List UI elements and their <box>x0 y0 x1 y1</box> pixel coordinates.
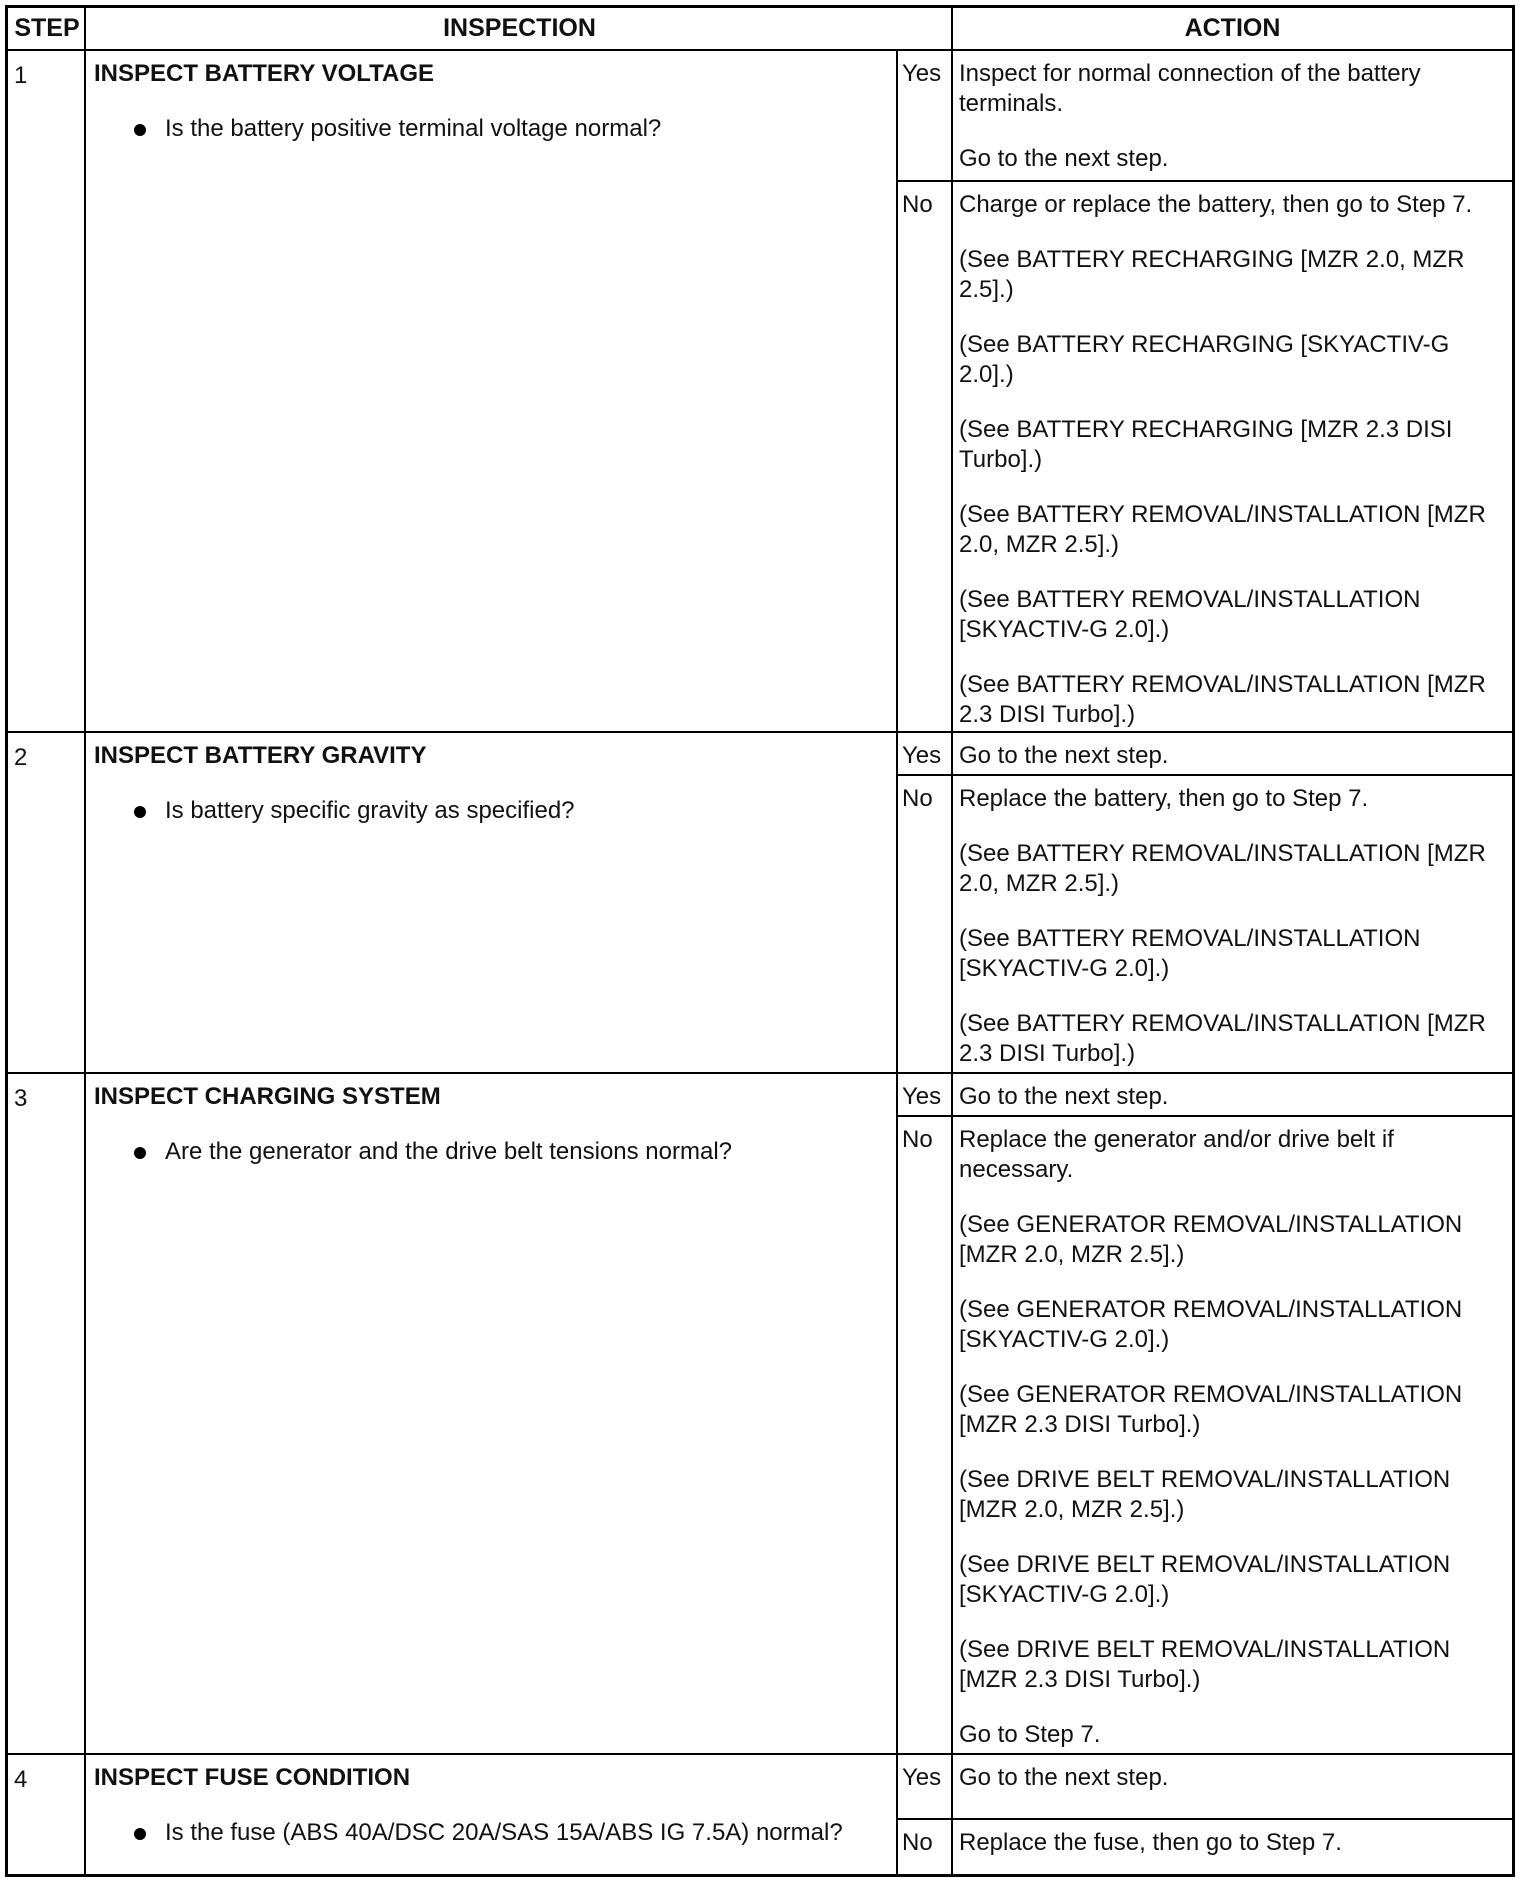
action-line: Inspect for normal connection of the battery terminals. <box>959 60 1421 117</box>
header-step: STEP <box>8 8 86 51</box>
action-line: (See DRIVE BELT REMOVAL/INSTALLATION [SKYACTIV-G 2.0].) <box>959 1551 1451 1608</box>
question-text: Is the fuse (ABS 40A/DSC 20A/SAS 15A/ABS IG 7.5A) normal? <box>165 1819 843 1846</box>
yes-label: Yes <box>902 742 942 769</box>
step-inspection <box>86 51 894 144</box>
no-action <box>953 776 1512 1069</box>
action-line: Go to the next step. <box>959 1764 1169 1791</box>
inspection-title: INSPECT BATTERY VOLTAGE <box>94 60 435 87</box>
inspection-title: INSPECT FUSE CONDITION <box>94 1764 411 1791</box>
step-inspection <box>86 1074 894 1167</box>
action-line: (See DRIVE BELT REMOVAL/INSTALLATION [MZR 2.0, MZR 2.5].) <box>959 1466 1451 1523</box>
action-line: (See BATTERY REMOVAL/INSTALLATION [MZR 2.3 DISI Turbo].) <box>959 671 1486 728</box>
no-action <box>953 182 1512 730</box>
action-line: (See BATTERY RECHARGING [SKYACTIV-G 2.0].) <box>959 331 1450 388</box>
action-line: (See BATTERY REMOVAL/INSTALLATION [MZR 2.0, MZR 2.5].) <box>959 501 1486 558</box>
inspection-question <box>94 114 894 144</box>
question-text: Are the generator and the drive belt tensions normal? <box>165 1138 733 1165</box>
header-inspection: INSPECTION <box>86 8 953 51</box>
action-line: (See BATTERY REMOVAL/INSTALLATION [MZR 2.0, MZR 2.5].) <box>959 840 1486 897</box>
no-action <box>953 1117 1512 1750</box>
action-line: (See BATTERY RECHARGING [MZR 2.3 DISI Turbo].) <box>959 416 1453 473</box>
step-number: 4 <box>14 1766 28 1793</box>
action-line: Go to Step 7. <box>959 1721 1101 1748</box>
bullet-icon <box>134 124 146 136</box>
action-line: (See GENERATOR REMOVAL/INSTALLATION [MZR 2.3 DISI Turbo].) <box>959 1381 1463 1438</box>
inspection-question <box>94 1137 894 1167</box>
action-line: Go to the next step. <box>959 742 1169 769</box>
inspection-question <box>94 1818 894 1848</box>
column-divider <box>896 51 898 1874</box>
no-label: No <box>902 1829 933 1856</box>
step-number: 3 <box>14 1085 28 1112</box>
yes-label: Yes <box>902 1083 942 1110</box>
action-line: (See GENERATOR REMOVAL/INSTALLATION [SKYACTIV-G 2.0].) <box>959 1296 1463 1353</box>
action-line: Replace the battery, then go to Step 7. <box>959 785 1369 812</box>
question-text: Is the battery positive terminal voltage normal? <box>165 115 662 142</box>
step-number: 2 <box>14 744 28 771</box>
action-line: Charge or replace the battery, then go to Step 7. <box>959 191 1473 218</box>
no-label: No <box>902 191 933 218</box>
yes-action <box>953 733 1512 771</box>
troubleshooting-table <box>5 5 1515 1877</box>
header-action: ACTION <box>953 8 1512 51</box>
bullet-icon <box>134 1828 146 1840</box>
bullet-icon <box>134 806 146 818</box>
step-inspection <box>86 1755 894 1848</box>
action-line: Replace the fuse, then go to Step 7. <box>959 1829 1342 1856</box>
action-line: (See DRIVE BELT REMOVAL/INSTALLATION [MZR 2.3 DISI Turbo].) <box>959 1636 1451 1693</box>
action-line: (See BATTERY REMOVAL/INSTALLATION [SKYACTIV-G 2.0].) <box>959 925 1421 982</box>
column-divider <box>84 8 86 1874</box>
action-line: Go to the next step. <box>959 1083 1169 1110</box>
action-line: (See GENERATOR REMOVAL/INSTALLATION [MZR 2.0, MZR 2.5].) <box>959 1211 1463 1268</box>
step-number: 1 <box>14 62 28 89</box>
action-line: (See BATTERY REMOVAL/INSTALLATION [MZR 2.3 DISI Turbo].) <box>959 1010 1486 1067</box>
yes-action <box>953 1755 1512 1793</box>
yes-label: Yes <box>902 60 942 87</box>
action-line: Go to the next step. <box>959 145 1169 172</box>
no-label: No <box>902 1126 933 1153</box>
inspection-title: INSPECT CHARGING SYSTEM <box>94 1083 441 1110</box>
step-inspection <box>86 733 894 826</box>
action-line: (See BATTERY REMOVAL/INSTALLATION [SKYACTIV-G 2.0].) <box>959 586 1421 643</box>
action-line: (See BATTERY RECHARGING [MZR 2.0, MZR 2.5].) <box>959 246 1465 303</box>
no-action <box>953 1820 1512 1858</box>
yes-action <box>953 1074 1512 1112</box>
bullet-icon <box>134 1147 146 1159</box>
no-label: No <box>902 785 933 812</box>
action-line: Replace the generator and/or drive belt if necessary. <box>959 1126 1394 1183</box>
question-text: Is battery specific gravity as specified? <box>165 797 575 824</box>
inspection-question <box>94 796 894 826</box>
inspection-title: INSPECT BATTERY GRAVITY <box>94 742 427 769</box>
yes-action <box>953 51 1512 174</box>
yes-label: Yes <box>902 1764 942 1791</box>
